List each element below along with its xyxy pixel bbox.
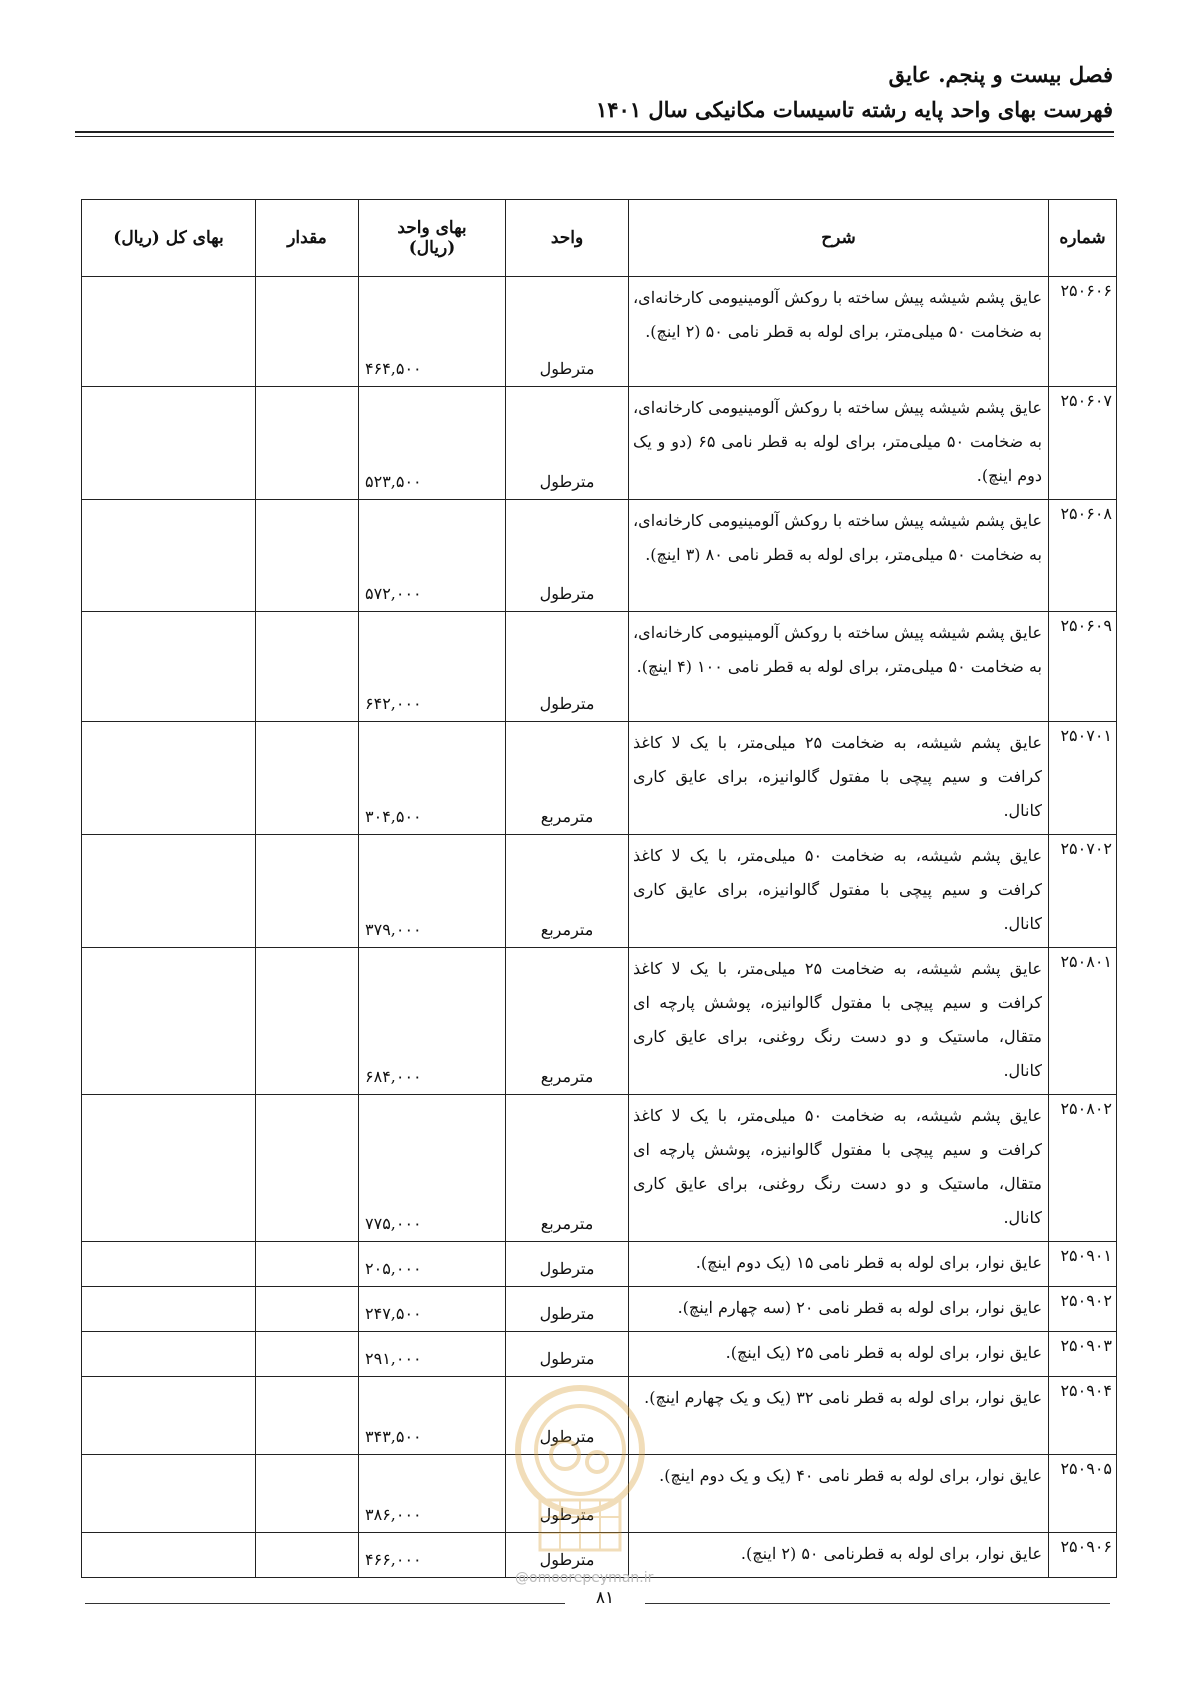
footer-rule-right	[645, 1603, 1110, 1604]
item-unit: مترطول	[506, 612, 629, 722]
item-unit-price: ۴۶۴,۵۰۰	[359, 277, 506, 387]
item-quantity	[256, 722, 359, 835]
item-code: ۲۵۰۸۰۲	[1049, 1095, 1117, 1242]
item-unit: مترمربع	[506, 722, 629, 835]
item-description: عایق پشم شیشه، به ضخامت ۲۵ میلی‌متر، با یک لا کاغذ کرافت و سیم پیچی با مفتول گالوانیزه، برای عایق کاری کانال.	[629, 722, 1049, 835]
item-code: ۲۵۰۸۰۱	[1049, 948, 1117, 1095]
item-code: ۲۵۰۷۰۱	[1049, 722, 1117, 835]
document-title: فهرست بهای واحد پایه رشته تاسیسات مکانیکی سال ۱۴۰۱	[595, 97, 1113, 122]
header-unit-price-line2: (ریال)	[408, 238, 456, 258]
item-unit-price: ۲۹۱,۰۰۰	[359, 1332, 506, 1377]
item-description: عایق نوار، برای لوله به قطرنامی ۵۰ (۲ اینچ).	[629, 1533, 1049, 1578]
table-row	[82, 1287, 1117, 1332]
item-unit-price: ۶۸۴,۰۰۰	[359, 948, 506, 1095]
item-unit-price: ۲۰۵,۰۰۰	[359, 1242, 506, 1287]
item-description: عایق پشم شیشه پیش ساخته با روکش آلومینیومی کارخانه‌ای، به ضخامت ۵۰ میلی‌متر، برای لوله به قطر نامی ۶۵ (دو و یک دوم اینچ).	[629, 387, 1049, 500]
item-unit-price: ۳۷۹,۰۰۰	[359, 835, 506, 948]
item-unit: مترطول	[506, 500, 629, 612]
item-code: ۲۵۰۶۰۶	[1049, 277, 1117, 387]
item-quantity	[256, 612, 359, 722]
item-total	[82, 835, 256, 948]
table-row	[82, 948, 1117, 1095]
table-row	[82, 387, 1117, 500]
item-quantity	[256, 1455, 359, 1533]
item-quantity	[256, 500, 359, 612]
header-rule	[75, 131, 1114, 133]
table-header-row	[82, 200, 1117, 277]
item-code: ۲۵۰۹۰۴	[1049, 1377, 1117, 1455]
table-row	[82, 612, 1117, 722]
header-quantity: مقدار	[256, 200, 359, 277]
item-unit-price: ۳۸۶,۰۰۰	[359, 1455, 506, 1533]
table-row	[82, 1332, 1117, 1377]
item-unit: مترمربع	[506, 1095, 629, 1242]
item-total	[82, 948, 256, 1095]
item-unit: مترطول	[506, 1332, 629, 1377]
item-unit: مترطول	[506, 1287, 629, 1332]
item-unit: مترطول	[506, 1377, 629, 1455]
item-unit: مترطول	[506, 277, 629, 387]
item-code: ۲۵۰۹۰۵	[1049, 1455, 1117, 1533]
item-description: عایق پشم شیشه، به ضخامت ۵۰ میلی‌متر، با یک لا کاغذ کرافت و سیم پیچی با مفتول گالوانیزه، پوشش پارچه ای متقال، ماستیک و دو دست رنگ روغنی، برای عایق کاری کانال.	[629, 1095, 1049, 1242]
item-quantity	[256, 277, 359, 387]
item-quantity	[256, 948, 359, 1095]
item-quantity	[256, 1095, 359, 1242]
header-code: شماره	[1049, 200, 1117, 277]
table-row	[82, 722, 1117, 835]
item-unit: مترمربع	[506, 948, 629, 1095]
item-quantity	[256, 387, 359, 500]
footer-rule-left	[85, 1603, 565, 1604]
watermark-logo	[505, 1380, 655, 1584]
item-description: عایق نوار، برای لوله به قطر نامی ۲۰ (سه چهارم اینچ).	[629, 1287, 1049, 1332]
item-description: عایق پشم شیشه پیش ساخته با روکش آلومینیومی کارخانه‌ای، به ضخامت ۵۰ میلی‌متر، برای لوله به قطر نامی ۸۰ (۳ اینچ).	[629, 500, 1049, 612]
item-code: ۲۵۰۷۰۲	[1049, 835, 1117, 948]
header-description: شرح	[629, 200, 1049, 277]
item-unit-price: ۵۷۲,۰۰۰	[359, 500, 506, 612]
item-total	[82, 277, 256, 387]
item-code: ۲۵۰۹۰۲	[1049, 1287, 1117, 1332]
item-unit: مترطول	[506, 387, 629, 500]
item-total	[82, 722, 256, 835]
item-unit-price: ۳۴۳,۵۰۰	[359, 1377, 506, 1455]
item-description: عایق پشم شیشه، به ضخامت ۵۰ میلی‌متر، با یک لا کاغذ کرافت و سیم پیچی با مفتول گالوانیزه، برای عایق کاری کانال.	[629, 835, 1049, 948]
price-table	[81, 199, 1117, 1578]
table-row	[82, 277, 1117, 387]
item-description: عایق نوار، برای لوله به قطر نامی ۲۵ (یک اینچ).	[629, 1332, 1049, 1377]
header-total: بهای کل (ریال)	[82, 200, 256, 277]
item-quantity	[256, 835, 359, 948]
item-unit-price: ۵۲۳,۵۰۰	[359, 387, 506, 500]
table-row	[82, 1095, 1117, 1242]
item-code: ۲۵۰۶۰۸	[1049, 500, 1117, 612]
item-unit: مترطول	[506, 1533, 629, 1578]
item-unit-price: ۶۴۲,۰۰۰	[359, 612, 506, 722]
item-code: ۲۵۰۶۰۷	[1049, 387, 1117, 500]
header-unit: واحد	[506, 200, 629, 277]
item-total	[82, 1095, 256, 1242]
item-total	[82, 612, 256, 722]
item-unit-price: ۷۷۵,۰۰۰	[359, 1095, 506, 1242]
item-total	[82, 1332, 256, 1377]
table-row	[82, 1242, 1117, 1287]
chapter-title: فصل بیست و پنجم. عایق	[888, 62, 1113, 87]
item-total	[82, 1242, 256, 1287]
item-quantity	[256, 1332, 359, 1377]
item-description: عایق نوار، برای لوله به قطر نامی ۴۰ (یک و یک دوم اینچ).	[629, 1455, 1049, 1533]
item-description: عایق نوار، برای لوله به قطر نامی ۱۵ (یک دوم اینچ).	[629, 1242, 1049, 1287]
item-code: ۲۵۰۹۰۳	[1049, 1332, 1117, 1377]
item-unit: مترمربع	[506, 835, 629, 948]
item-unit: مترطول	[506, 1242, 629, 1287]
item-unit-price: ۴۶۶,۰۰۰	[359, 1533, 506, 1578]
item-quantity	[256, 1377, 359, 1455]
item-description: عایق پشم شیشه پیش ساخته با روکش آلومینیومی کارخانه‌ای، به ضخامت ۵۰ میلی‌متر، برای لوله به قطر نامی ۱۰۰ (۴ اینچ).	[629, 612, 1049, 722]
item-code: ۲۵۰۹۰۶	[1049, 1533, 1117, 1578]
header-unit-price-line1: بهای واحد	[397, 218, 467, 238]
item-total	[82, 1533, 256, 1578]
item-total	[82, 1455, 256, 1533]
item-quantity	[256, 1533, 359, 1578]
item-total	[82, 1377, 256, 1455]
table-row	[82, 835, 1117, 948]
item-description: عایق نوار، برای لوله به قطر نامی ۳۲ (یک و یک چهارم اینچ).	[629, 1377, 1049, 1455]
item-unit-price: ۳۰۴,۵۰۰	[359, 722, 506, 835]
item-quantity	[256, 1287, 359, 1332]
item-code: ۲۵۰۶۰۹	[1049, 612, 1117, 722]
item-unit: مترطول	[506, 1455, 629, 1533]
item-total	[82, 1287, 256, 1332]
table-row	[82, 500, 1117, 612]
page-number: ۸۱	[595, 1588, 615, 1608]
item-code: ۲۵۰۹۰۱	[1049, 1242, 1117, 1287]
item-unit-price: ۲۴۷,۵۰۰	[359, 1287, 506, 1332]
header-rule-thin	[75, 136, 1114, 137]
watermark-url: @omoorepeyman.ir	[515, 1570, 654, 1586]
item-total	[82, 500, 256, 612]
item-quantity	[256, 1242, 359, 1287]
item-description: عایق پشم شیشه، به ضخامت ۲۵ میلی‌متر، با یک لا کاغذ کرافت و سیم پیچی با مفتول گالوانیزه، پوشش پارچه ای متقال، ماستیک و دو دست رنگ روغنی، برای عایق کاری کانال.	[629, 948, 1049, 1095]
item-description: عایق پشم شیشه پیش ساخته با روکش آلومینیومی کارخانه‌ای، به ضخامت ۵۰ میلی‌متر، برای لوله به قطر نامی ۵۰ (۲ اینچ).	[629, 277, 1049, 387]
header-unit-price	[359, 200, 506, 277]
item-total	[82, 387, 256, 500]
